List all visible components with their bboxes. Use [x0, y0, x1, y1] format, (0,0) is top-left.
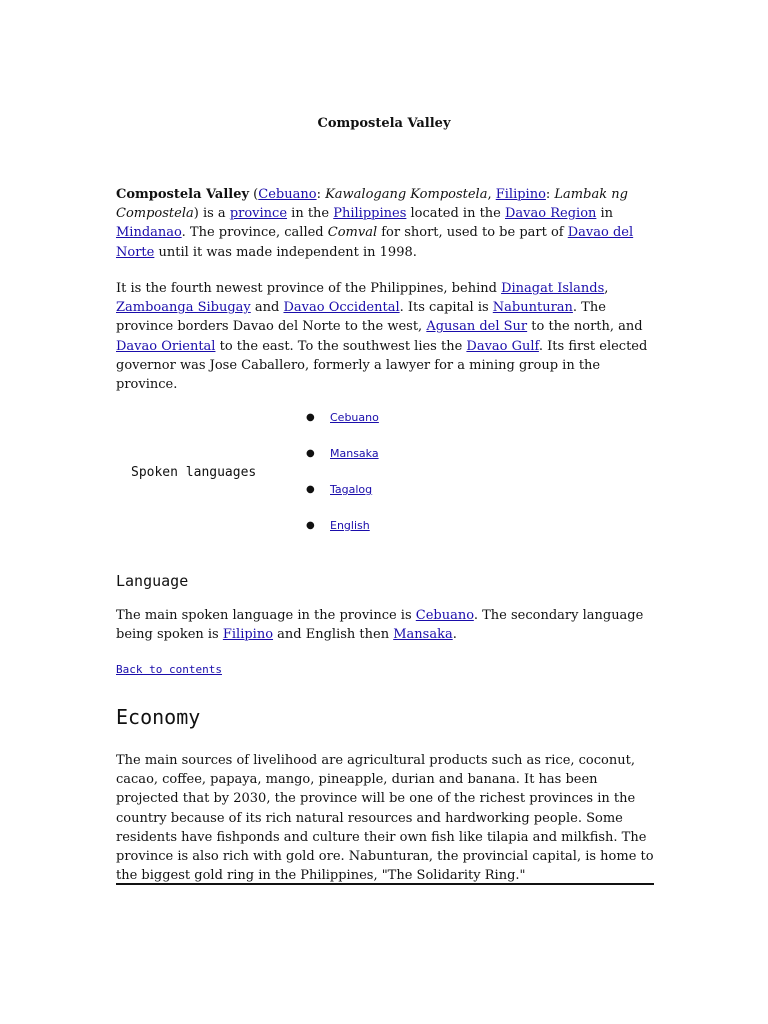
link-philippines[interactable]: Philippines: [333, 206, 407, 222]
link-filipino-2[interactable]: Filipino: [222, 627, 274, 643]
text-run: until it was made independent in 1998.: [154, 244, 417, 260]
text-run: and: [250, 300, 284, 316]
bullet-icon: ●: [306, 520, 315, 531]
bullet-icon: ●: [306, 448, 315, 459]
link-davao-gulf[interactable]: Davao Gulf: [466, 338, 539, 354]
language-link-tagalog[interactable]: Tagalog: [330, 483, 373, 496]
text-run: for short, used to be part of: [377, 225, 568, 241]
link-cebuano-2[interactable]: Cebuano: [415, 608, 474, 623]
text-run: :: [316, 187, 326, 202]
link-province[interactable]: province: [229, 206, 288, 222]
text-run: :: [545, 187, 555, 202]
text-run: in: [596, 206, 614, 222]
intro-paragraph: [116, 185, 656, 262]
spoken-languages-label: Spoken languages: [131, 465, 257, 480]
text-run: (: [249, 187, 259, 202]
article-subject: Compostela Valley: [116, 187, 250, 202]
link-agusan-del-sur[interactable]: Agusan del Sur: [426, 319, 528, 335]
link-nabunturan[interactable]: Nabunturan: [492, 300, 573, 316]
link-davao-oriental[interactable]: Davao Oriental: [116, 338, 216, 354]
text-run: ) is a: [193, 206, 230, 222]
history-paragraph: [116, 279, 656, 394]
list-item: [306, 410, 379, 446]
text-run: in the: [287, 206, 334, 222]
link-zamboanga-sibugay[interactable]: Zamboanga Sibugay: [116, 300, 251, 316]
link-davao-region[interactable]: Davao Region: [505, 206, 597, 222]
text-run: located in the: [406, 206, 505, 222]
text-run: to the east. To the southwest lies the: [215, 338, 467, 354]
economy-paragraph: The main sources of livelihood are agricultural products such as rice, coconut, cacao, coffee, papaya, mango, pineapple, durian and banana. It has been projected that by 2030, the province will be one of the richest provinces in the country because of its rich natural resources and hardworking people. Some residents have fishponds and culture their own fish like tilapia and milkfish. The province is also rich with gold ore. Nabunturan, the provincial capital, is home to the biggest gold ring in the Philippines, "The Solidarity Ring.": [116, 753, 654, 884]
text-run: to the north, and: [527, 319, 643, 335]
text-run: and English then: [273, 627, 394, 643]
list-item: [306, 482, 379, 518]
link-mindanao[interactable]: Mindanao: [116, 225, 182, 241]
language-heading: Language: [116, 572, 189, 590]
text-run: It is the fourth newest province of the Philippines, behind: [116, 281, 502, 296]
list-item: [306, 518, 379, 554]
list-item: [306, 446, 379, 482]
text-run: . The secondary language being spoken is: [116, 608, 644, 643]
native-name-filipino: Lambak ng Compostela: [116, 187, 628, 222]
link-davao-occidental[interactable]: Davao Occidental: [283, 300, 400, 316]
back-to-contents-link[interactable]: Back to contents: [116, 663, 222, 676]
language-link-mansaka[interactable]: Mansaka: [330, 447, 379, 460]
text-run: . Its first elected governor was Jose Caballero, formerly a lawyer for a mining group in the province.: [116, 338, 648, 393]
language-paragraph: [116, 606, 656, 644]
bullet-icon: ●: [306, 412, 315, 423]
text-run: ,: [487, 187, 496, 202]
spoken-languages-list: [306, 410, 379, 554]
language-link-cebuano[interactable]: Cebuano: [330, 411, 379, 424]
link-mansaka[interactable]: Mansaka: [393, 627, 453, 643]
link-cebuano[interactable]: Cebuano: [258, 187, 317, 202]
language-link-english[interactable]: English: [330, 519, 370, 532]
link-davao-del-norte[interactable]: Davao del Norte: [116, 225, 634, 260]
horizontal-divider: [116, 883, 654, 885]
nickname-comval: Comval: [327, 225, 378, 241]
text-run: . The province borders Davao del Norte to the west,: [116, 300, 606, 335]
text-run: ,: [604, 281, 609, 296]
text-run: The main spoken language in the province is: [116, 608, 416, 623]
native-name-cebuano: Kawalogang Kompostela: [325, 187, 488, 202]
text-run: . The province, called: [181, 225, 328, 241]
text-run: . Its capital is: [399, 300, 493, 316]
text-run: .: [452, 627, 457, 643]
page-title: Compostela Valley: [317, 116, 451, 131]
link-dinagat-islands[interactable]: Dinagat Islands: [501, 281, 605, 296]
bullet-icon: ●: [306, 484, 315, 495]
economy-heading: Economy: [116, 705, 201, 729]
link-filipino[interactable]: Filipino: [495, 187, 546, 202]
